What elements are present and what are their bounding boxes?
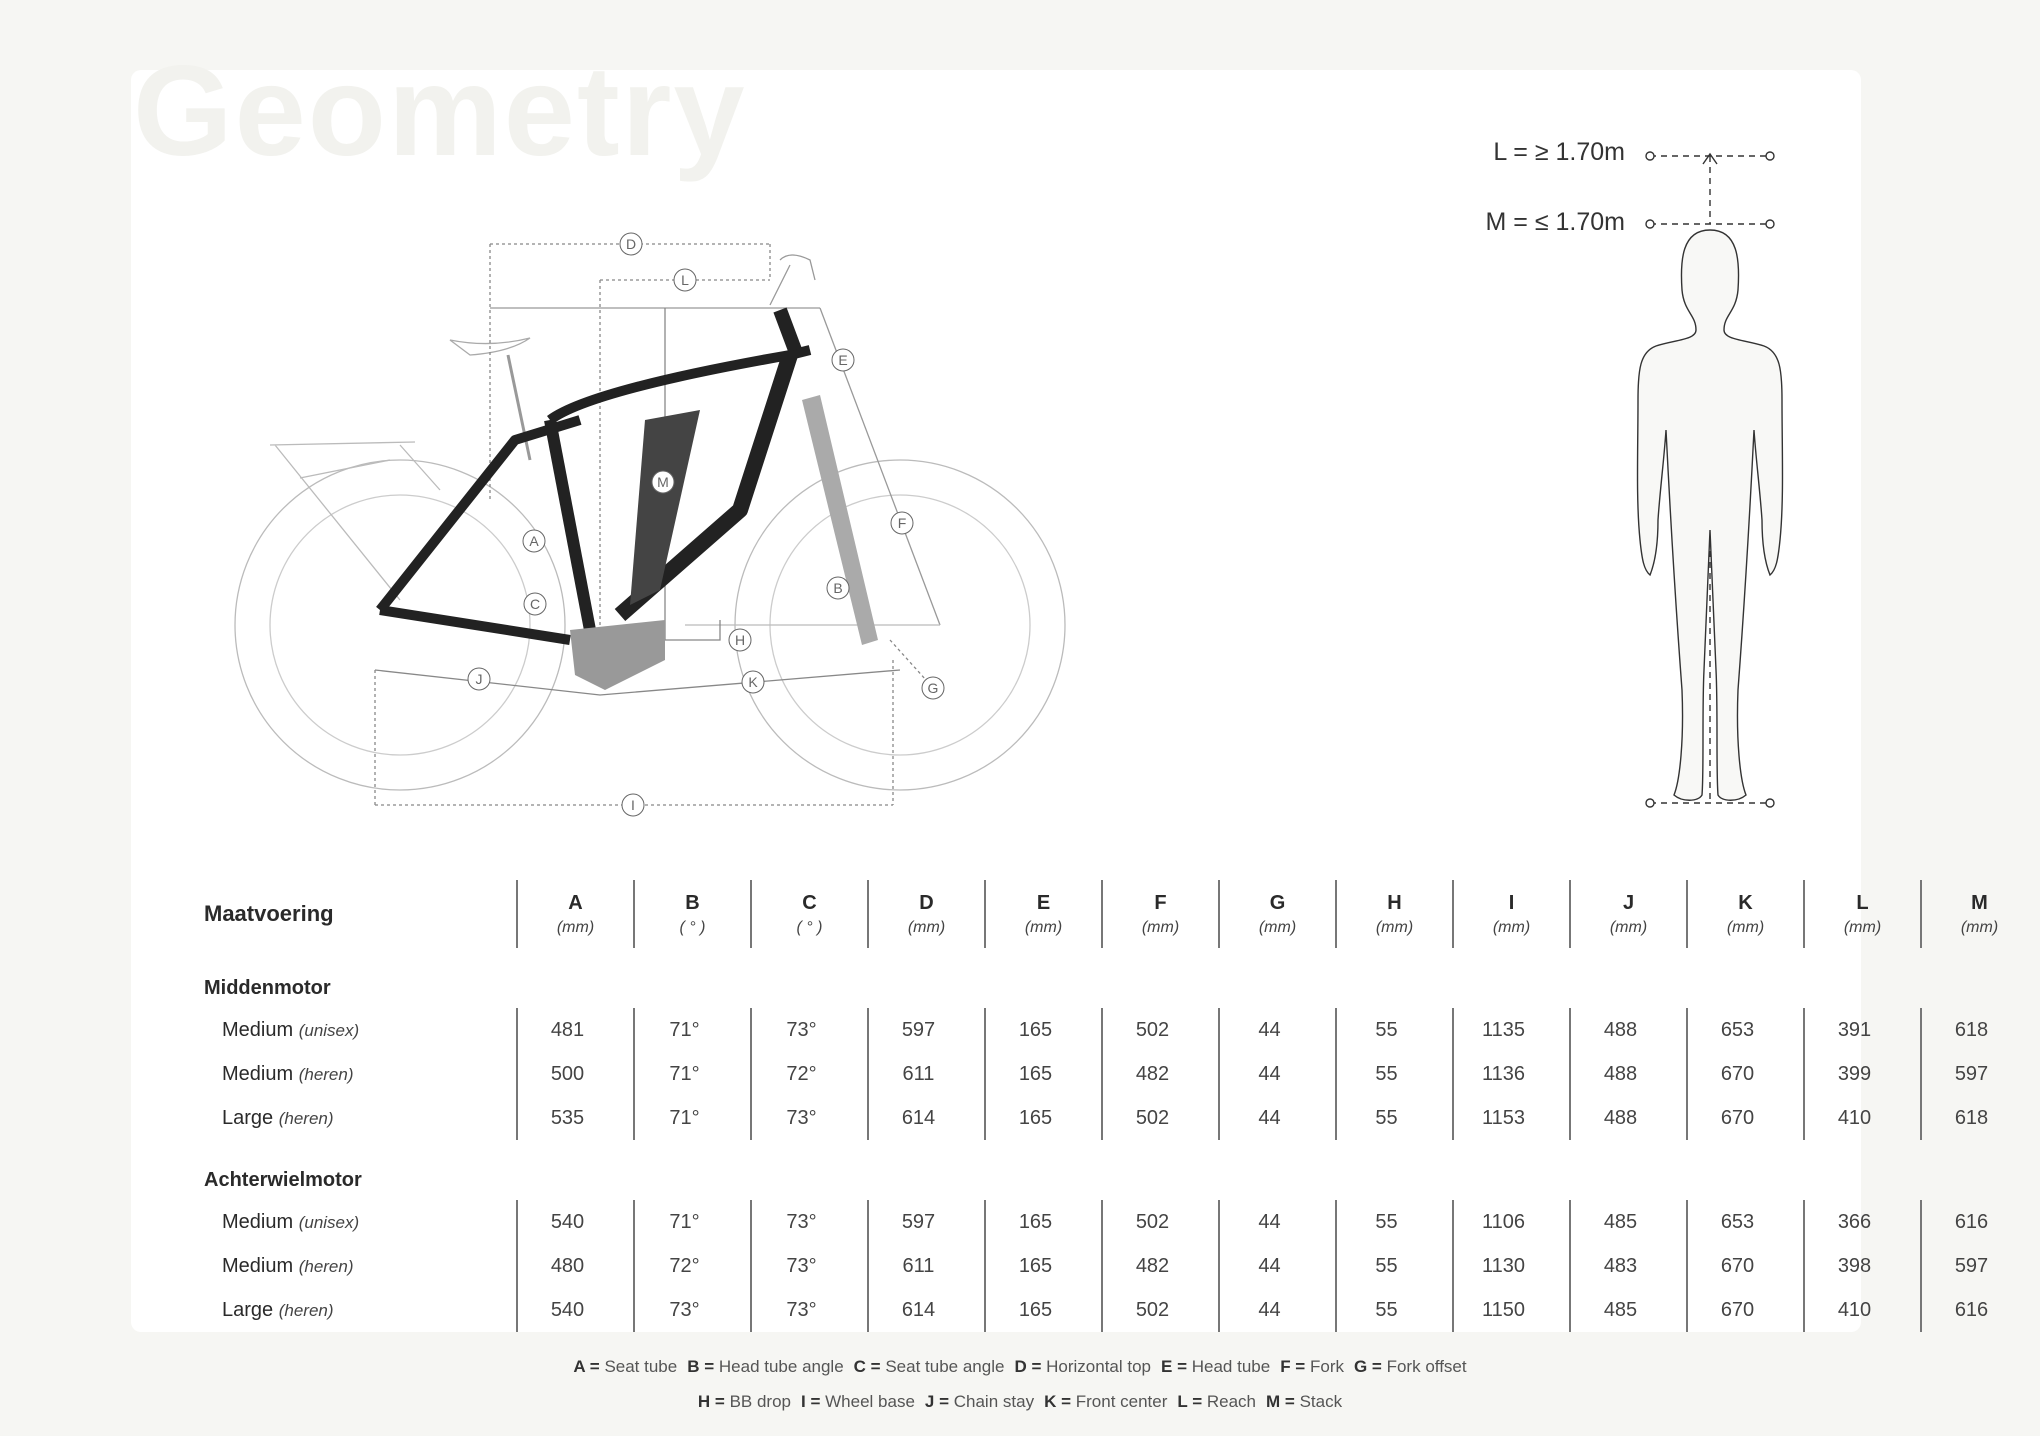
marker-d (620, 233, 642, 255)
size-name: Medium (222, 1018, 294, 1041)
row-size-label (190, 1200, 517, 1244)
table-cell: 540 (517, 1288, 634, 1332)
size-variant: (heren) (278, 1300, 334, 1320)
table-row (190, 1200, 2037, 1244)
table-cell: 44 (1219, 1052, 1336, 1096)
table-cell: 481 (517, 1008, 634, 1052)
table-cell: 71° (634, 1200, 751, 1244)
legend-key: I = (801, 1392, 821, 1411)
size-name: Medium (222, 1210, 294, 1233)
legend-key: K = (1044, 1392, 1072, 1411)
size-name: Large (222, 1106, 274, 1129)
table-cell: 670 (1687, 1244, 1804, 1288)
table-cell: 1130 (1453, 1244, 1570, 1288)
svg-text:J: J (475, 671, 483, 687)
table-cell: 1106 (1453, 1200, 1570, 1244)
legend-line-1 (0, 1357, 2040, 1377)
table-cell: 614 (868, 1096, 985, 1140)
rear-wheel (235, 460, 565, 790)
table-title: Maatvoering (204, 901, 334, 926)
svg-text:G: G (927, 680, 939, 696)
table-row (190, 1244, 2037, 1288)
table-cell: 55 (1336, 1288, 1453, 1332)
table-cell: 616 (1921, 1288, 2037, 1332)
table-cell: 670 (1687, 1096, 1804, 1140)
legend-item (1354, 1357, 1467, 1376)
marker-i (622, 794, 644, 816)
legend-key: J = (924, 1392, 950, 1411)
legend-text: Fork (1309, 1357, 1344, 1376)
legend-item (1044, 1392, 1167, 1411)
marker-g (922, 677, 944, 699)
legend-key: B = (687, 1357, 715, 1376)
table-cell: 410 (1804, 1096, 1921, 1140)
table-cell: 502 (1102, 1096, 1219, 1140)
table-cell: 597 (1921, 1052, 2037, 1096)
table-cell: 410 (1804, 1288, 1921, 1332)
legend-item (698, 1392, 791, 1411)
marker-j (468, 668, 490, 690)
table-row (190, 1052, 2037, 1096)
size-name: Medium (222, 1254, 294, 1277)
table-cell: 55 (1336, 1200, 1453, 1244)
svg-text:B: B (833, 580, 843, 596)
table-cell: 502 (1102, 1200, 1219, 1244)
table-cell: 502 (1102, 1288, 1219, 1332)
size-name: Large (222, 1298, 274, 1321)
table-cell: 55 (1336, 1244, 1453, 1288)
table-cell: 611 (868, 1244, 985, 1288)
table-cell: 44 (1219, 1008, 1336, 1052)
column-header-f: F (mm) (1102, 880, 1219, 948)
column-header-e: E (mm) (985, 880, 1102, 948)
group-title: Middenmotor (204, 977, 331, 999)
table-cell: 614 (868, 1288, 985, 1332)
column-header-m: M (mm) (1921, 880, 2037, 948)
legend-item (1266, 1392, 1342, 1411)
table-cell: 618 (1921, 1008, 2037, 1052)
table-cell: 653 (1687, 1008, 1804, 1052)
column-header-g: G (mm) (1219, 880, 1336, 948)
legend-item (925, 1392, 1034, 1411)
legend-key: C = (853, 1357, 881, 1376)
legend-key: A = (573, 1357, 600, 1376)
table-cell: 165 (985, 1008, 1102, 1052)
group-title: Achterwielmotor (204, 1169, 362, 1191)
table-cell: 55 (1336, 1008, 1453, 1052)
table-cell: 44 (1219, 1288, 1336, 1332)
table-cell: 1135 (1453, 1008, 1570, 1052)
table-cell: 73° (634, 1288, 751, 1332)
legend-text: Front center (1075, 1392, 1168, 1411)
group-header-row (190, 1140, 2037, 1200)
table-cell: 488 (1570, 1008, 1687, 1052)
column-header-h: H (mm) (1336, 880, 1453, 948)
svg-text:I: I (631, 797, 635, 813)
table-cell: 597 (1921, 1244, 2037, 1288)
table-cell: 165 (985, 1200, 1102, 1244)
legend-text: Head tube (1191, 1357, 1271, 1376)
table-cell: 44 (1219, 1200, 1336, 1244)
legend-text: Reach (1206, 1392, 1257, 1411)
legend-item (1177, 1392, 1256, 1411)
legend-line-2 (0, 1392, 2040, 1412)
size-variant: (heren) (298, 1064, 354, 1084)
table-cell: 483 (1570, 1244, 1687, 1288)
svg-text:E: E (838, 352, 848, 368)
geometry-table (190, 880, 2037, 1332)
legend-key: G = (1353, 1357, 1382, 1376)
legend-item (854, 1357, 1005, 1376)
table-cell: 71° (634, 1052, 751, 1096)
table-cell: 611 (868, 1052, 985, 1096)
legend-text: Stack (1299, 1392, 1343, 1411)
column-header-k: K (mm) (1687, 880, 1804, 948)
large-height-label: L = ≥ 1.70m (1493, 138, 1625, 166)
marker-a (523, 530, 545, 552)
table-cell: 485 (1570, 1200, 1687, 1244)
table-row (190, 1008, 2037, 1052)
legend-text: BB drop (729, 1392, 792, 1411)
table-cell: 1153 (1453, 1096, 1570, 1140)
column-header-i: I (mm) (1453, 880, 1570, 948)
table-cell: 72° (751, 1052, 868, 1096)
table-cell: 597 (868, 1008, 985, 1052)
group-middenmotor (190, 948, 2037, 1140)
marker-b (827, 577, 849, 599)
table-cell: 670 (1687, 1052, 1804, 1096)
legend-text: Chain stay (953, 1392, 1035, 1411)
size-variant: (heren) (298, 1256, 354, 1276)
column-header-c: C ( ° ) (751, 880, 868, 948)
svg-text:H: H (734, 632, 746, 648)
bike-geometry-diagram (190, 220, 1090, 840)
marker-c (524, 593, 546, 615)
row-size-label (190, 1244, 517, 1288)
table-cell: 55 (1336, 1052, 1453, 1096)
marker-f (891, 512, 913, 534)
svg-text:K: K (748, 674, 758, 690)
table-cell: 597 (868, 1200, 985, 1244)
legend-key: E = (1161, 1357, 1188, 1376)
table-cell: 1136 (1453, 1052, 1570, 1096)
table-cell: 616 (1921, 1200, 2037, 1244)
table-cell: 653 (1687, 1200, 1804, 1244)
svg-text:M: M (657, 474, 669, 490)
table-cell: 482 (1102, 1052, 1219, 1096)
table-cell: 482 (1102, 1244, 1219, 1288)
group-achterwielmotor (190, 1140, 2037, 1332)
legend-key: H = (697, 1392, 725, 1411)
size-variant: (unisex) (298, 1020, 360, 1040)
row-size-label (190, 1008, 517, 1052)
legend-item (1014, 1357, 1151, 1376)
size-name: Medium (222, 1062, 294, 1085)
table-row (190, 1288, 2037, 1332)
table-cell: 44 (1219, 1096, 1336, 1140)
svg-text:F: F (897, 515, 907, 531)
legend-text: Seat tube angle (885, 1357, 1005, 1376)
legend-item (573, 1357, 677, 1376)
legend-text: Wheel base (825, 1392, 915, 1411)
table-cell: 399 (1804, 1052, 1921, 1096)
row-size-label (190, 1288, 517, 1332)
table-cell: 480 (517, 1244, 634, 1288)
marker-m (652, 471, 674, 493)
column-header-b: B ( ° ) (634, 880, 751, 948)
table-row (190, 1096, 2037, 1140)
table-cell: 391 (1804, 1008, 1921, 1052)
table-cell: 71° (634, 1096, 751, 1140)
legend-key: D = (1014, 1357, 1042, 1376)
page-title: Geometry (133, 40, 747, 183)
row-size-label (190, 1052, 517, 1096)
table-cell: 398 (1804, 1244, 1921, 1288)
legend-item (1280, 1357, 1344, 1376)
legend-key: F = (1280, 1357, 1306, 1376)
table-cell: 73° (751, 1200, 868, 1244)
motor-housing (570, 620, 665, 690)
legend-item (1161, 1357, 1270, 1376)
table-cell: 73° (751, 1288, 868, 1332)
table-cell: 72° (634, 1244, 751, 1288)
table-cell: 73° (751, 1008, 868, 1052)
table-cell: 485 (1570, 1288, 1687, 1332)
svg-text:D: D (625, 236, 637, 252)
table-cell: 71° (634, 1008, 751, 1052)
legend-text: Seat tube (604, 1357, 678, 1376)
group-header-row (190, 948, 2037, 1008)
table-cell: 618 (1921, 1096, 2037, 1140)
person-silhouette (1470, 130, 1800, 820)
column-header-d: D (mm) (868, 880, 985, 948)
table-cell: 55 (1336, 1096, 1453, 1140)
svg-text:C: C (529, 596, 541, 612)
column-header-a: A (mm) (517, 880, 634, 948)
table-cell: 73° (751, 1244, 868, 1288)
table-cell: 165 (985, 1288, 1102, 1332)
table-cell: 44 (1219, 1244, 1336, 1288)
svg-text:A: A (529, 533, 539, 549)
head-tube (780, 310, 795, 350)
table-cell: 488 (1570, 1052, 1687, 1096)
table-cell: 165 (985, 1052, 1102, 1096)
column-header-l: L (mm) (1804, 880, 1921, 948)
seat-tube (550, 420, 590, 630)
marker-e (832, 349, 854, 371)
table-cell: 366 (1804, 1200, 1921, 1244)
table-cell: 488 (1570, 1096, 1687, 1140)
legend-text: Fork offset (1386, 1357, 1467, 1376)
table-header-row (190, 880, 2037, 948)
table-cell: 540 (517, 1200, 634, 1244)
size-variant: (unisex) (298, 1212, 360, 1232)
row-size-label (190, 1096, 517, 1140)
size-variant: (heren) (278, 1108, 334, 1128)
legend-text: Horizontal top (1046, 1357, 1152, 1376)
table-cell: 165 (985, 1244, 1102, 1288)
table-cell: 165 (985, 1096, 1102, 1140)
marker-k (742, 671, 764, 693)
table-cell: 502 (1102, 1008, 1219, 1052)
svg-text:L: L (681, 272, 689, 288)
legend-item (687, 1357, 843, 1376)
table-cell: 73° (751, 1096, 868, 1140)
marker-h (729, 629, 751, 651)
marker-l (674, 269, 696, 291)
table-cell: 535 (517, 1096, 634, 1140)
table-cell: 670 (1687, 1288, 1804, 1332)
column-header-j: J (mm) (1570, 880, 1687, 948)
chain-stay (380, 610, 570, 640)
table-cell: 500 (517, 1052, 634, 1096)
table-cell: 1150 (1453, 1288, 1570, 1332)
legend-item (801, 1392, 915, 1411)
legend-key: L = (1177, 1392, 1203, 1411)
medium-height-label: M = ≤ 1.70m (1485, 208, 1625, 236)
legend-text: Head tube angle (718, 1357, 844, 1376)
legend-key: M = (1266, 1392, 1295, 1411)
